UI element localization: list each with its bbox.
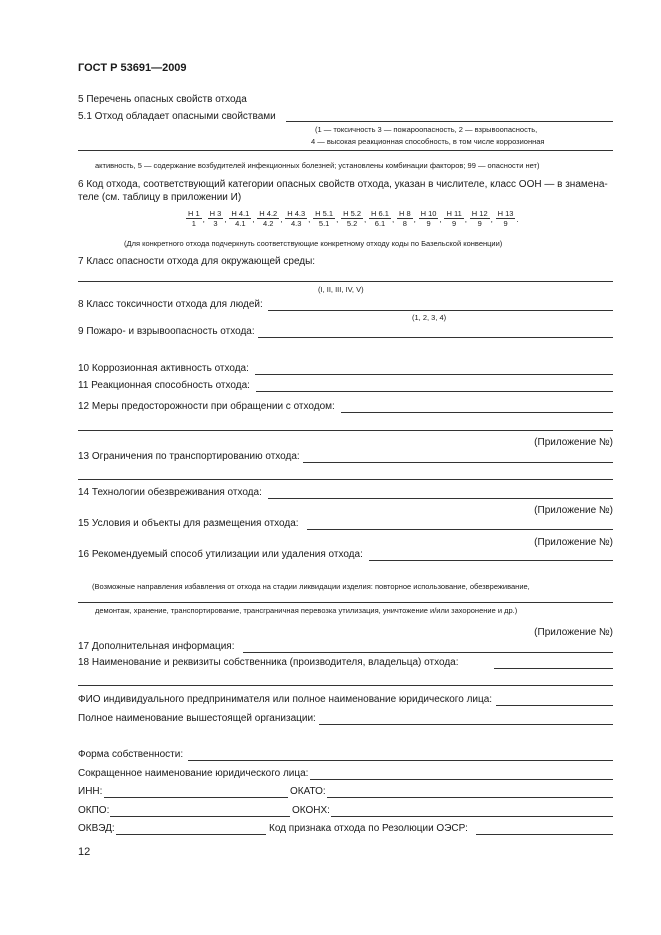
separator: , xyxy=(280,214,283,224)
inn-field[interactable] xyxy=(104,797,288,798)
hazard-code-numerator: Н 10 xyxy=(420,209,437,218)
section-12-field[interactable] xyxy=(341,412,613,413)
hazard-code-denominator: 9 xyxy=(477,219,482,228)
hazard-code-numerator: Н 4.1 xyxy=(231,209,250,218)
hazard-code-denominator: 9 xyxy=(452,219,457,228)
separator: , xyxy=(464,214,468,224)
page-number: 12 xyxy=(78,846,91,858)
hazard-code-denominator: 5.2 xyxy=(346,219,358,228)
hazard-code[interactable] xyxy=(470,209,490,229)
hazard-code[interactable] xyxy=(285,209,307,229)
section-16-note-2: демонтаж, хранение, транспортирование, трансграничная перевозка утилизация, уничтожение и/или захоронение и др.) xyxy=(95,606,518,615)
section-5-note-3: активность, 5 — содержание возбудителей инфекционных болезней; установлены комбинации факторов; 99 — опасности нет) xyxy=(95,161,540,170)
okonh-field[interactable] xyxy=(331,816,613,817)
okved-field[interactable] xyxy=(116,834,266,835)
section-8-label: 8 Класс токсичности отхода для людей: xyxy=(78,299,263,310)
section-11-label: 11 Реакционная способность отхода: xyxy=(78,380,250,391)
section-15-field[interactable] xyxy=(307,529,613,530)
section-6-line-2: теле (см. таблицу в приложении И) xyxy=(78,192,242,203)
section-5-1-field-2[interactable] xyxy=(78,150,613,151)
section-16-appendix: (Приложение №) xyxy=(534,627,613,638)
hazard-code-numerator: Н 5.1 xyxy=(315,209,334,218)
hazard-code-numerator: Н 4.2 xyxy=(259,209,278,218)
section-12-appendix: (Приложение №) xyxy=(534,437,613,448)
hazard-code-numerator: Н 12 xyxy=(471,209,488,218)
okpo-field[interactable] xyxy=(110,816,290,817)
okved-label: ОКВЭД: xyxy=(78,823,115,834)
section-17-label: 17 Дополнительная информация: xyxy=(78,641,235,652)
section-12-field-2[interactable] xyxy=(78,430,613,431)
section-13-field[interactable] xyxy=(303,462,613,463)
section-9-field[interactable] xyxy=(258,337,613,338)
section-14-field[interactable] xyxy=(268,498,613,499)
owner-fio-label: ФИО индивидуального предпринимателя или полное наименование юридического лица: xyxy=(78,694,493,705)
section-5-note-1: (1 — токсичность 3 — пожароопасность, 2 — взрывоопасность, xyxy=(315,125,538,134)
hazard-code-numerator: Н 1 xyxy=(188,209,200,218)
ownership-form-label: Форма собственности: xyxy=(78,749,184,760)
short-name-field[interactable] xyxy=(310,779,613,780)
section-7-field[interactable] xyxy=(78,281,613,282)
separator: , xyxy=(364,214,367,224)
section-10-field[interactable] xyxy=(255,374,613,375)
hazard-code[interactable] xyxy=(419,209,439,229)
hazard-code-numerator: Н 8 xyxy=(398,209,411,218)
section-6-note: (Для конкретного отхода подчеркнуть соответствующие конкретному отходу коды по Базельской конвенции) xyxy=(124,239,503,248)
hazard-code[interactable] xyxy=(397,209,413,229)
section-16-note-1: (Возможные направления избавления от отхода на стадии ликвидации изделия: повторное использование, обезвреживание, xyxy=(92,582,530,591)
hazard-code-numerator: Н 13 xyxy=(497,209,514,218)
section-5-1-label: 5.1 Отход обладает опасными свойствами xyxy=(78,111,276,122)
owner-fio-field[interactable] xyxy=(496,705,613,706)
hazard-code-denominator: 1 xyxy=(191,219,196,228)
hazard-code[interactable] xyxy=(444,209,463,229)
hazard-code-denominator: 4.1 xyxy=(235,219,246,228)
section-18-field-2[interactable] xyxy=(78,685,613,686)
hazard-codes xyxy=(185,209,520,229)
hazard-code-numerator: Н 4.3 xyxy=(287,209,306,218)
section-15-label: 15 Условия и объекты для размещения отхода: xyxy=(78,518,299,529)
document-header: ГОСТ Р 53691—2009 xyxy=(78,62,187,74)
oecd-code-field[interactable] xyxy=(476,834,613,835)
hazard-code[interactable] xyxy=(257,209,279,229)
hazard-code-denominator: 9 xyxy=(426,219,431,228)
section-5-title: 5 Перечень опасных свойств отхода xyxy=(78,94,247,105)
section-18-label: 18 Наименование и реквизиты собственника (производителя, владельца) отхода: xyxy=(78,657,459,668)
section-13-label: 13 Ограничения по транспортированию отхода: xyxy=(78,451,300,462)
separator: , xyxy=(490,214,493,224)
parent-org-label: Полное наименование вышестоящей организации: xyxy=(78,713,316,724)
separator: , xyxy=(308,214,311,224)
hazard-code-denominator: 4.2 xyxy=(263,219,274,228)
section-8-note: (1, 2, 3, 4) xyxy=(412,313,447,322)
separator: , xyxy=(391,214,395,224)
separator: , xyxy=(336,214,339,224)
section-18-field[interactable] xyxy=(494,668,613,669)
hazard-code-denominator: 3 xyxy=(213,219,218,228)
hazard-code-denominator: 9 xyxy=(503,219,508,228)
section-6-line-1: 6 Код отхода, соответствующий категории опасных свойств отхода, указан в числителе, класс ООН — в знамена- xyxy=(78,179,608,190)
section-9-label: 9 Пожаро- и взрывоопасность отхода: xyxy=(78,326,255,337)
separator: , xyxy=(224,214,227,224)
hazard-code[interactable] xyxy=(229,209,251,229)
ownership-form-field[interactable] xyxy=(188,760,613,761)
short-name-label: Сокращенное наименование юридического лица: xyxy=(78,768,309,779)
hazard-code-denominator: 6.1 xyxy=(374,219,386,228)
okpo-label: ОКПО: xyxy=(78,805,110,816)
section-13-field-2[interactable] xyxy=(78,479,613,480)
section-14-appendix: (Приложение №) xyxy=(534,505,613,516)
hazard-code-denominator: 4.3 xyxy=(290,219,302,228)
section-5-note-2: 4 — высокая реакционная способность, в том числе коррозионная xyxy=(311,137,545,146)
separator: , xyxy=(202,214,205,224)
hazard-code-denominator: 5.1 xyxy=(318,219,330,228)
section-16-label: 16 Рекомендуемый способ утилизации или удаления отхода: xyxy=(78,549,363,560)
hazard-code[interactable] xyxy=(208,209,224,229)
hazard-code-numerator: Н 3 xyxy=(209,209,222,218)
section-11-field[interactable] xyxy=(256,391,613,392)
parent-org-field[interactable] xyxy=(319,724,613,725)
section-7-label: 7 Класс опасности отхода для окружающей среды: xyxy=(78,256,316,267)
oecd-code-label: Код признака отхода по Резолюции ОЭСР: xyxy=(269,823,468,834)
section-14-label: 14 Технологии обезвреживания отхода: xyxy=(78,487,262,498)
section-17-field[interactable] xyxy=(243,652,613,653)
hazard-code-numerator: Н 5.2 xyxy=(343,209,362,218)
separator: , xyxy=(413,214,416,224)
hazard-code-numerator: Н 11 xyxy=(446,209,462,218)
section-16-field[interactable] xyxy=(369,560,613,561)
section-12-label: 12 Меры предосторожности при обращении с отходом: xyxy=(78,401,335,412)
section-10-label: 10 Коррозионная активность отхода: xyxy=(78,363,249,374)
section-8-field[interactable] xyxy=(268,310,613,311)
okonh-label: ОКОНХ: xyxy=(292,805,330,816)
hazard-code[interactable] xyxy=(186,209,202,229)
section-15-appendix: (Приложение №) xyxy=(534,537,613,548)
section-7-note: (I, II, III, IV, V) xyxy=(318,285,364,294)
hazard-code[interactable] xyxy=(341,209,363,229)
okato-label: ОКАТО: xyxy=(290,786,326,797)
hazard-code-numerator: Н 6.1 xyxy=(371,209,389,218)
inn-label: ИНН: xyxy=(78,786,103,797)
separator: . xyxy=(516,214,519,224)
section-5-1-field[interactable] xyxy=(286,121,613,122)
separator: , xyxy=(252,214,255,224)
section-16-field-2[interactable] xyxy=(78,602,613,603)
hazard-code-denominator: 8 xyxy=(402,219,407,228)
hazard-code[interactable] xyxy=(369,209,391,229)
hazard-code[interactable] xyxy=(313,209,335,229)
hazard-code[interactable] xyxy=(496,209,516,229)
separator: , xyxy=(439,214,442,224)
okato-field[interactable] xyxy=(327,797,613,798)
